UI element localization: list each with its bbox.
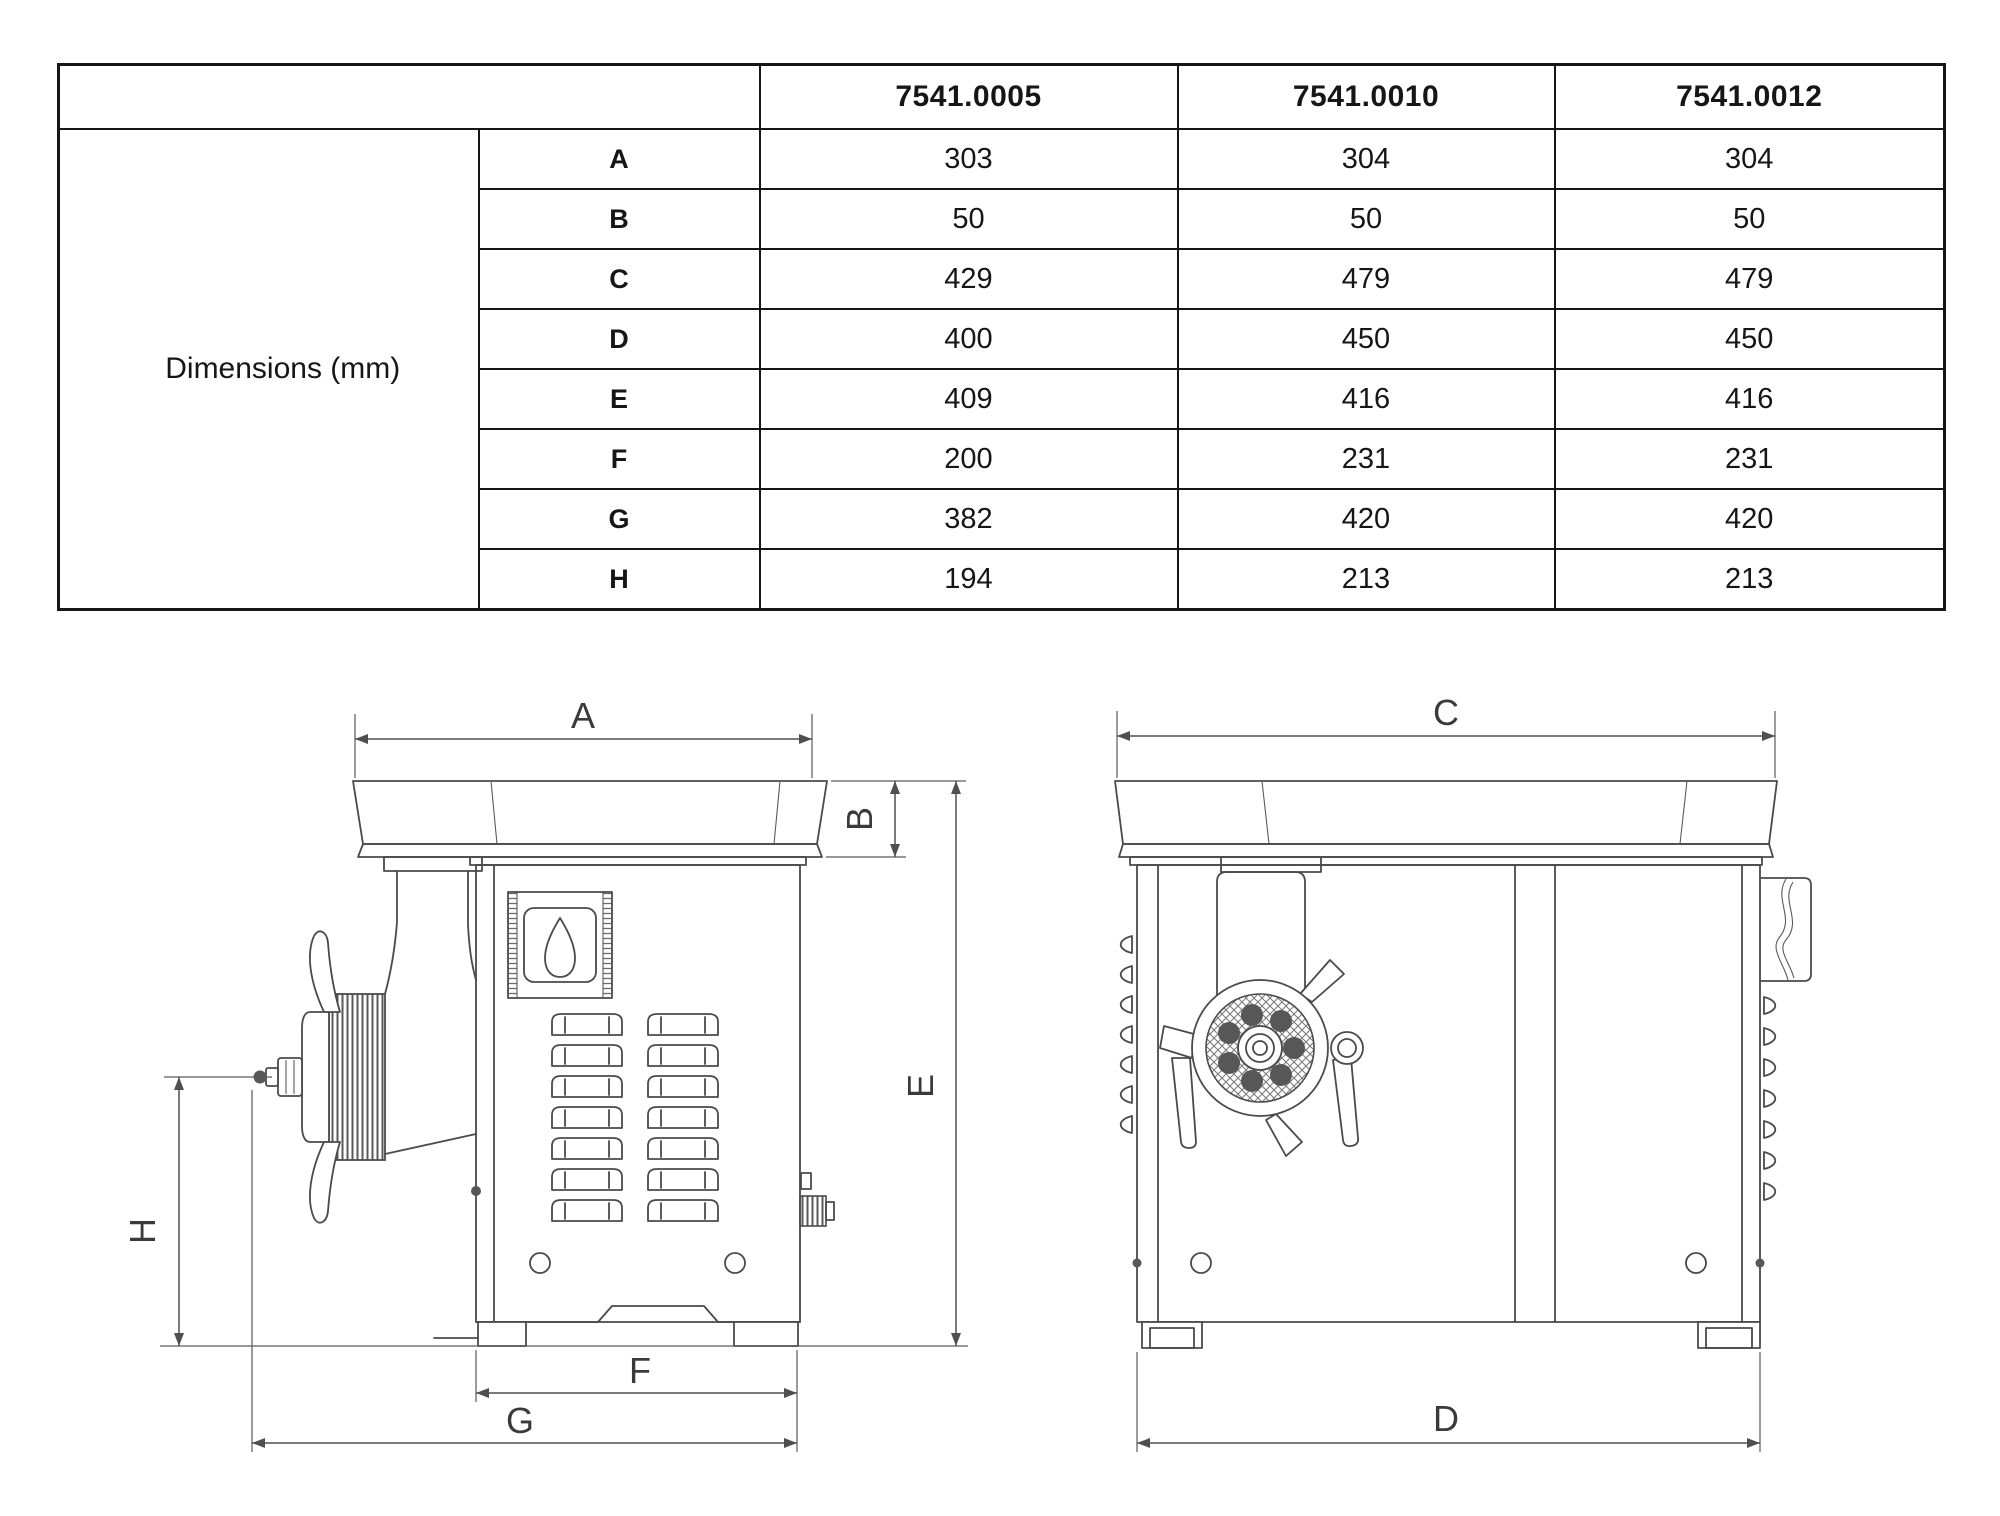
- dim-value: 429: [760, 249, 1178, 309]
- dim-letter: H: [479, 549, 760, 610]
- dim-value: 416: [1178, 369, 1555, 429]
- wing-left: [1160, 1026, 1194, 1058]
- mounting-hole: [1686, 1253, 1706, 1273]
- dim-value: 231: [1178, 429, 1555, 489]
- machine-feet: [1142, 1322, 1760, 1348]
- cable-gland: [800, 1173, 834, 1226]
- dim-value: 50: [1555, 189, 1945, 249]
- dim-value: 213: [1178, 549, 1555, 610]
- dim-label-f: F: [629, 1350, 651, 1391]
- dimension-c: [1117, 692, 1775, 778]
- dim-value: 231: [1555, 429, 1945, 489]
- dim-value: 420: [1555, 489, 1945, 549]
- dimension-f: [476, 1350, 797, 1402]
- dim-value: 303: [760, 129, 1178, 189]
- handle-lever: [1172, 1058, 1196, 1148]
- dimension-h: [122, 1077, 272, 1346]
- dim-value: 400: [760, 309, 1178, 369]
- dim-value: 194: [760, 549, 1178, 610]
- dim-letter: A: [479, 129, 760, 189]
- hopper-tray: [1115, 781, 1777, 857]
- dim-value: 304: [1555, 129, 1945, 189]
- machine-body: [470, 857, 806, 1322]
- wing-bottom: [310, 1142, 340, 1223]
- dimension-d: [1137, 1352, 1760, 1452]
- dim-letter: F: [479, 429, 760, 489]
- grinder-throat: [384, 857, 482, 1154]
- dim-label-h: H: [122, 1218, 163, 1244]
- dimension-b: [826, 781, 966, 857]
- right-edge-vents: [1764, 997, 1775, 1200]
- model-header-7541-0012: 7541.0012: [1555, 65, 1945, 130]
- dim-value: 450: [1178, 309, 1555, 369]
- dim-label-d: D: [1433, 1398, 1459, 1439]
- dim-value: 479: [1178, 249, 1555, 309]
- dim-value: 200: [760, 429, 1178, 489]
- model-header-7541-0005: 7541.0005: [760, 65, 1178, 130]
- switch-knob: [545, 918, 575, 977]
- dimensions-table: [57, 63, 1946, 611]
- dim-label-g: G: [505, 1400, 535, 1441]
- dim-letter: D: [479, 309, 760, 369]
- dim-value: 450: [1555, 309, 1945, 369]
- side-bracket: [1760, 878, 1811, 981]
- table-row: [59, 129, 1945, 189]
- corner-cell: [59, 65, 760, 130]
- dim-label-c: C: [1433, 692, 1459, 733]
- dim-value: 420: [1178, 489, 1555, 549]
- mounting-hole: [725, 1253, 745, 1273]
- dim-value: 304: [1178, 129, 1555, 189]
- dim-value: 382: [760, 489, 1178, 549]
- dim-letter: E: [479, 369, 760, 429]
- dim-value: 409: [760, 369, 1178, 429]
- dim-label-e: E: [900, 1073, 941, 1099]
- grinder-head: [254, 931, 386, 1222]
- model-header-7541-0010: 7541.0010: [1178, 65, 1555, 130]
- left-edge-vents: [1121, 936, 1132, 1133]
- dim-letter: B: [479, 189, 760, 249]
- dim-label-b: B: [839, 806, 880, 832]
- table-header-row: [59, 65, 1945, 130]
- ventilation-louvers: [552, 1014, 718, 1221]
- front-view-drawing: [1070, 686, 1890, 1486]
- dim-value: 479: [1555, 249, 1945, 309]
- dim-value: 416: [1555, 369, 1945, 429]
- wing-bottom: [1266, 1114, 1302, 1156]
- handle-knob: [1331, 1032, 1363, 1064]
- dim-value: 50: [760, 189, 1178, 249]
- mounting-hole: [530, 1253, 550, 1273]
- dim-value: 50: [1178, 189, 1555, 249]
- wing-top-right: [1300, 960, 1344, 1002]
- machine-feet: [160, 1322, 968, 1346]
- dim-letter: G: [479, 489, 760, 549]
- wing-top: [310, 931, 340, 1012]
- power-switch: [508, 892, 612, 998]
- grinder-face: [1160, 960, 1363, 1156]
- handle-lever: [1333, 1058, 1358, 1146]
- dim-value: 213: [1555, 549, 1945, 610]
- hopper-tray: [353, 781, 827, 857]
- dim-label-a: A: [570, 695, 596, 736]
- mounting-hole: [1191, 1253, 1211, 1273]
- dimension-a: [355, 695, 812, 778]
- side-view-drawing: [100, 686, 980, 1486]
- dim-letter: C: [479, 249, 760, 309]
- row-group-label: Dimensions (mm): [59, 129, 479, 610]
- dimension-e: [900, 781, 956, 1346]
